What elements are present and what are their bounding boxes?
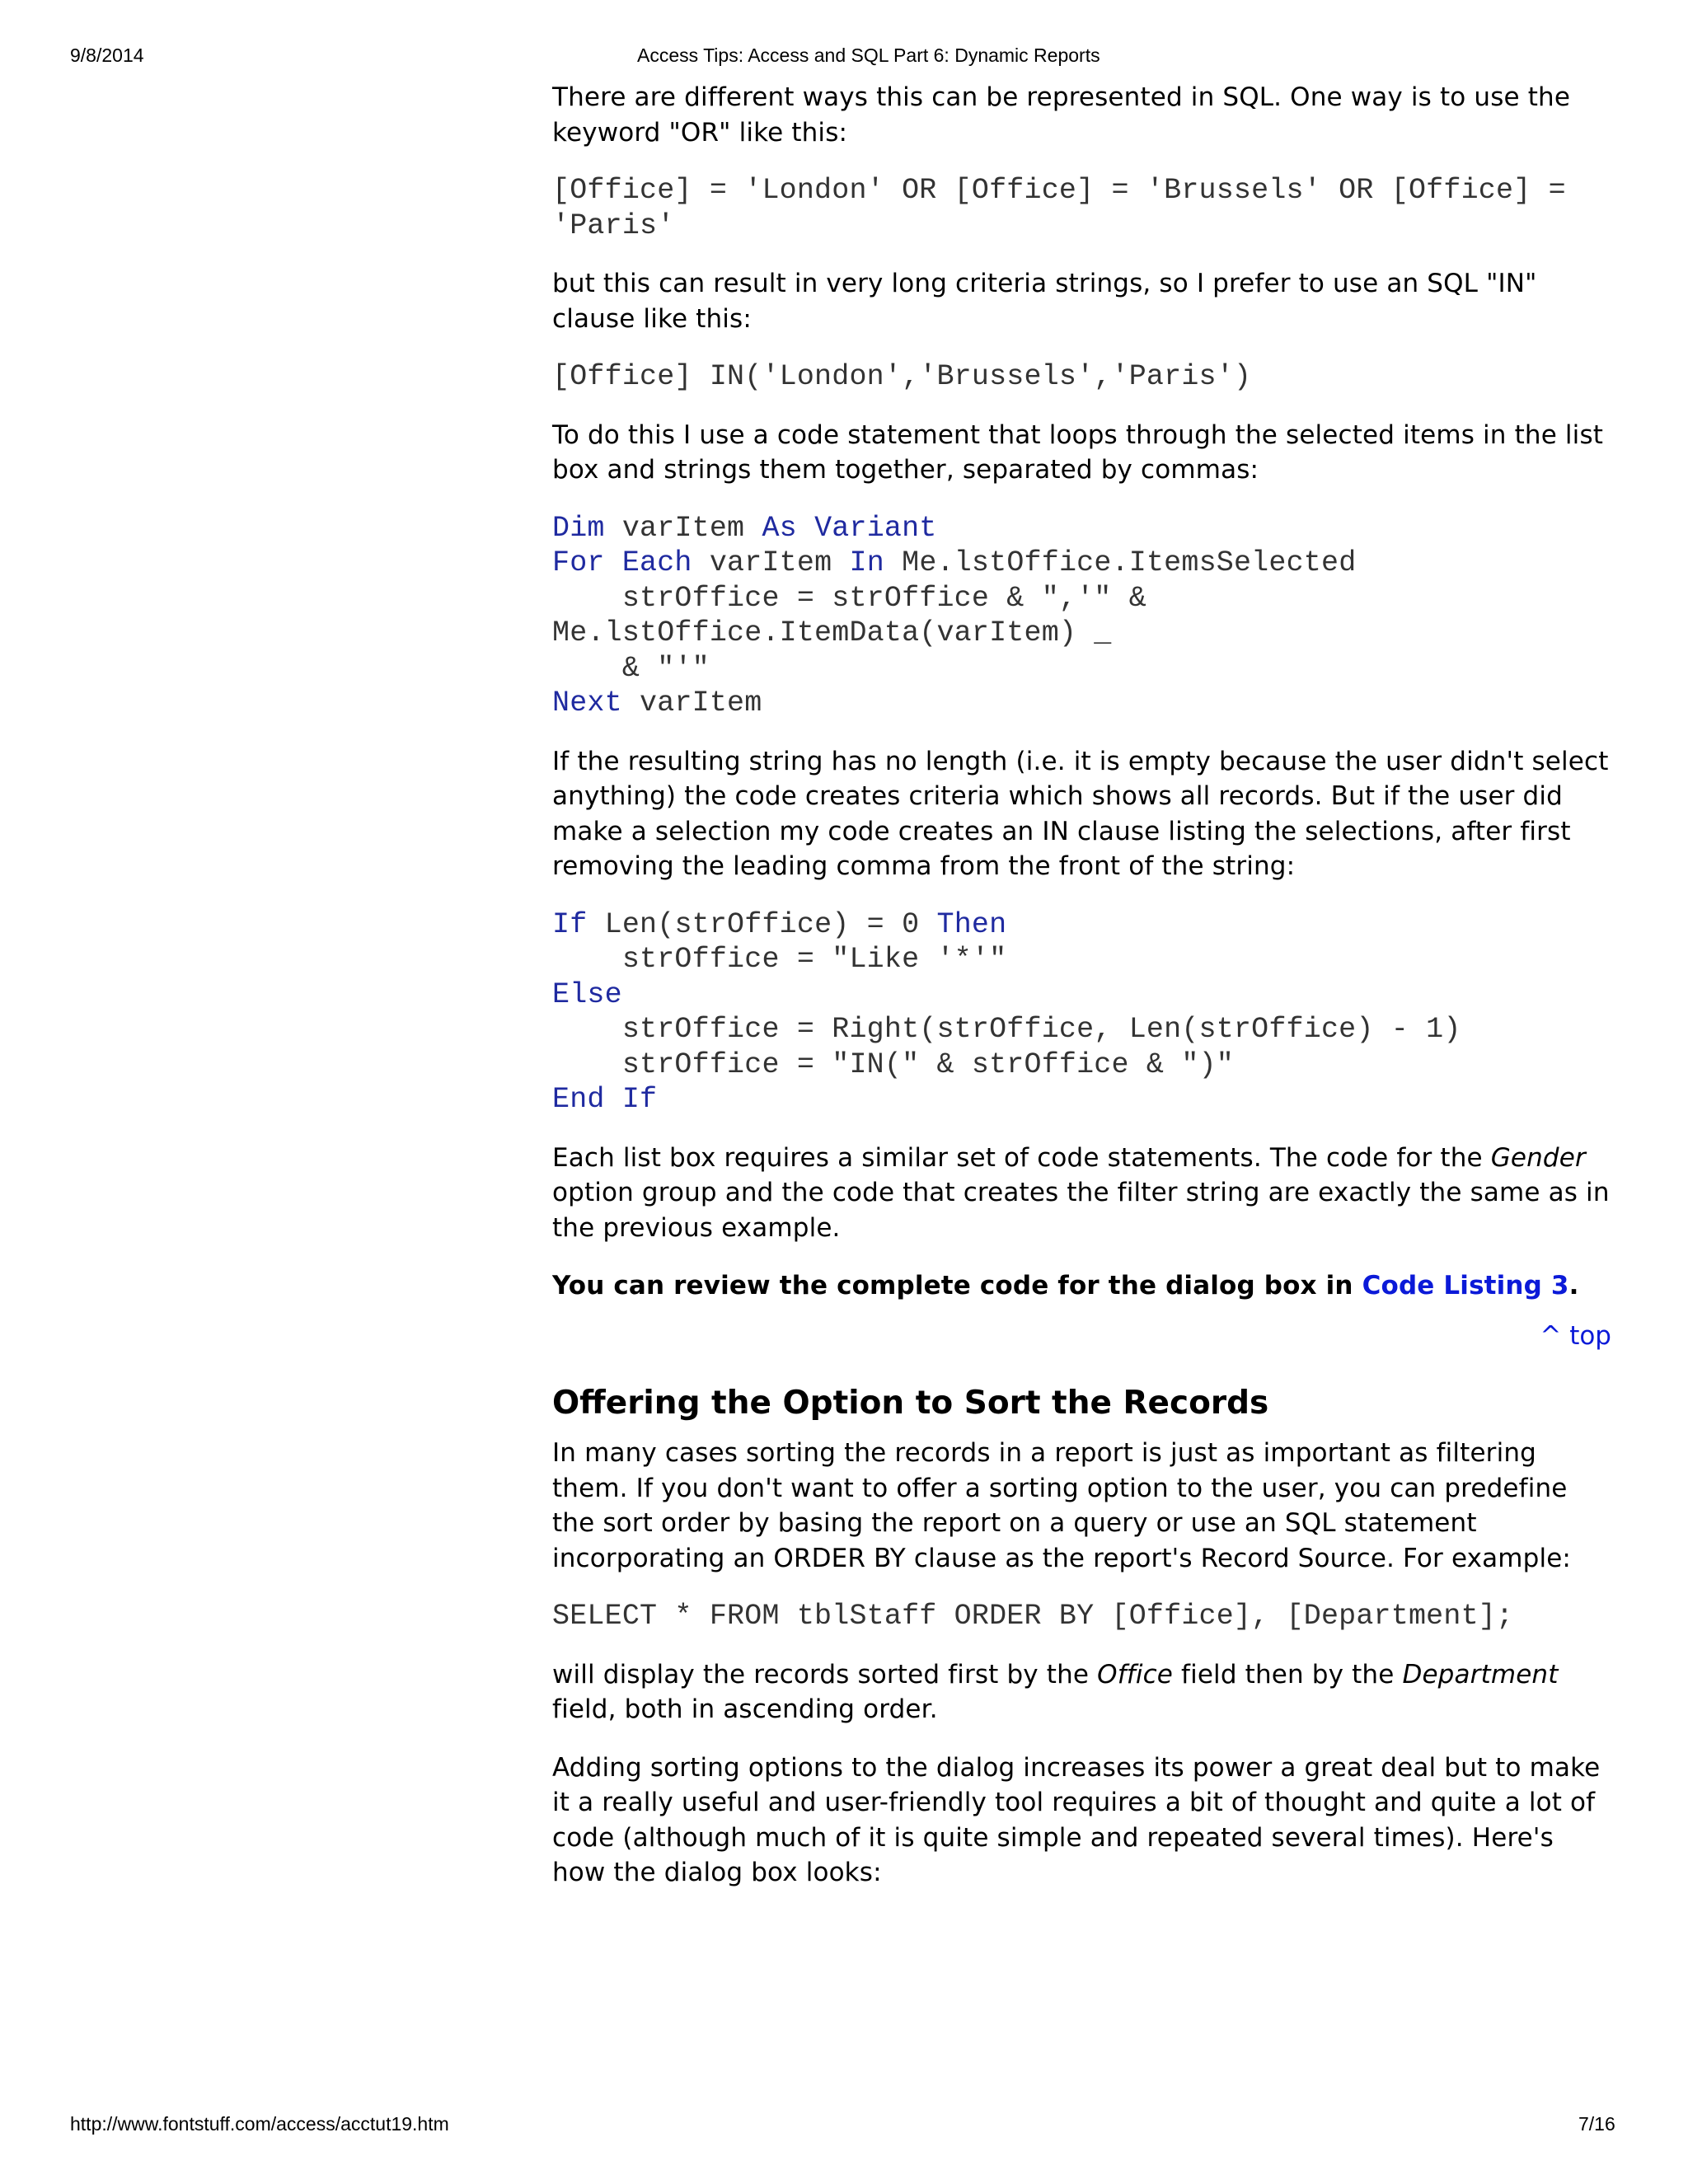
paragraph-or-keyword: There are different ways this can be represented in SQL. One way is to use the keyword "OR" like this: — [552, 82, 1571, 148]
emphasis-gender: Gender — [1490, 1142, 1586, 1173]
paragraph-in-clause: but this can result in very long criteria strings, so I prefer to use an SQL "IN" clause like this: — [552, 269, 1537, 334]
paragraph-list-box — [552, 1141, 1611, 1246]
code-keyword: In — [849, 546, 884, 579]
code-keyword: Dim — [552, 511, 605, 545]
code-text: & "'" — [552, 651, 710, 685]
paragraph-empty-string: If the resulting string has no length (i.e. it is empty because the user didn't select anything) the code creates criteria which shows all records. But if the user did make a selection my code creates an IN clause listing the selections, after first removing the leading comma from the front of the string: — [552, 746, 1609, 881]
code-keyword: If — [552, 907, 588, 941]
header-date: 9/8/2014 — [70, 45, 144, 66]
text-run: field, both in ascending order. — [552, 1694, 938, 1724]
code-text: varItem — [604, 511, 762, 545]
code-keyword: Else — [552, 977, 622, 1011]
header-title: Access Tips: Access and SQL Part 6: Dynamic Reports — [637, 45, 1100, 66]
emphasis-department: Department — [1402, 1659, 1559, 1690]
code-keyword: For Each — [552, 546, 692, 579]
text-run: field then by the — [1173, 1659, 1403, 1690]
text-run: will display the records sorted first by the — [552, 1659, 1098, 1690]
code-listing-3-link[interactable]: Code Listing 3 — [1362, 1271, 1569, 1301]
back-to-top-link[interactable]: ^ top — [1540, 1320, 1611, 1351]
paragraph-review-code — [552, 1268, 1611, 1304]
code-keyword: As Variant — [762, 511, 937, 545]
text-run: option group and the code that creates the filter string are exactly the same as in the previous example. — [552, 1178, 1610, 1243]
bold-text: You can review the complete code for the dialog box in — [552, 1271, 1362, 1301]
code-in-clause: [Office] IN('London','Brussels','Paris') — [552, 360, 1252, 393]
code-keyword: End If — [552, 1083, 658, 1116]
code-if-len — [552, 907, 1611, 1118]
code-text: Len(strOffice) = 0 — [587, 907, 937, 941]
emphasis-office: Office — [1097, 1659, 1173, 1690]
paragraph-dialog-intro: Adding sorting options to the dialog increases its power a great deal but to make it a really useful and user-friendly tool requires a bit of thought and quite a lot of code (although much of it is quite simple and repeated several times). Here's how the dialog box looks: — [552, 1752, 1601, 1887]
code-text: strOffice = "Like '*'" — [552, 943, 1007, 976]
top-link-row — [552, 1319, 1611, 1354]
text-run: Each list box requires a similar set of code statements. The code for the — [552, 1142, 1491, 1173]
paragraph-loop-intro: To do this I use a code statement that loops through the selected items in the list box and strings them together, separated by commas: — [552, 419, 1604, 485]
article-content — [552, 80, 1611, 1914]
code-text: Me.lstOffice.ItemsSelected — [884, 546, 1357, 579]
code-text: varItem — [621, 687, 762, 719]
code-text: Me.lstOffice.ItemData(varItem) _ — [552, 616, 1112, 649]
code-text: strOffice = "IN(" & strOffice & ")" — [552, 1047, 1234, 1081]
footer-page-number: 7/16 — [1578, 2113, 1615, 2135]
code-or-criteria: [Office] = 'London' OR [Office] = 'Brussels' OR [Office] = 'Paris' — [552, 174, 1566, 242]
paragraph-sort-result — [552, 1657, 1611, 1727]
section-heading: Offering the Option to Sort the Records — [552, 1385, 1269, 1422]
bold-text: . — [1568, 1271, 1579, 1301]
code-keyword: Next — [552, 687, 622, 719]
code-text: strOffice = strOffice & ",'" & — [552, 581, 1146, 615]
code-keyword: Then — [936, 907, 1007, 941]
paragraph-sorting-intro: In many cases sorting the records in a report is just as important as filtering them. If you don't want to offer a sorting option to the user, you can predefine the sort order by basing the report on a query or use an SQL statement incorporating an ORDER BY clause as the report's Record Source. For example: — [552, 1438, 1572, 1573]
code-order-by: SELECT * FROM tblStaff ORDER BY [Office], [Department]; — [552, 1600, 1514, 1633]
code-text: strOffice = Right(strOffice, Len(strOffice) - 1) — [552, 1013, 1461, 1046]
code-loop — [552, 511, 1611, 721]
code-text: varItem — [692, 546, 850, 579]
footer-url: http://www.fontstuff.com/access/acctut19.htm — [70, 2113, 449, 2135]
